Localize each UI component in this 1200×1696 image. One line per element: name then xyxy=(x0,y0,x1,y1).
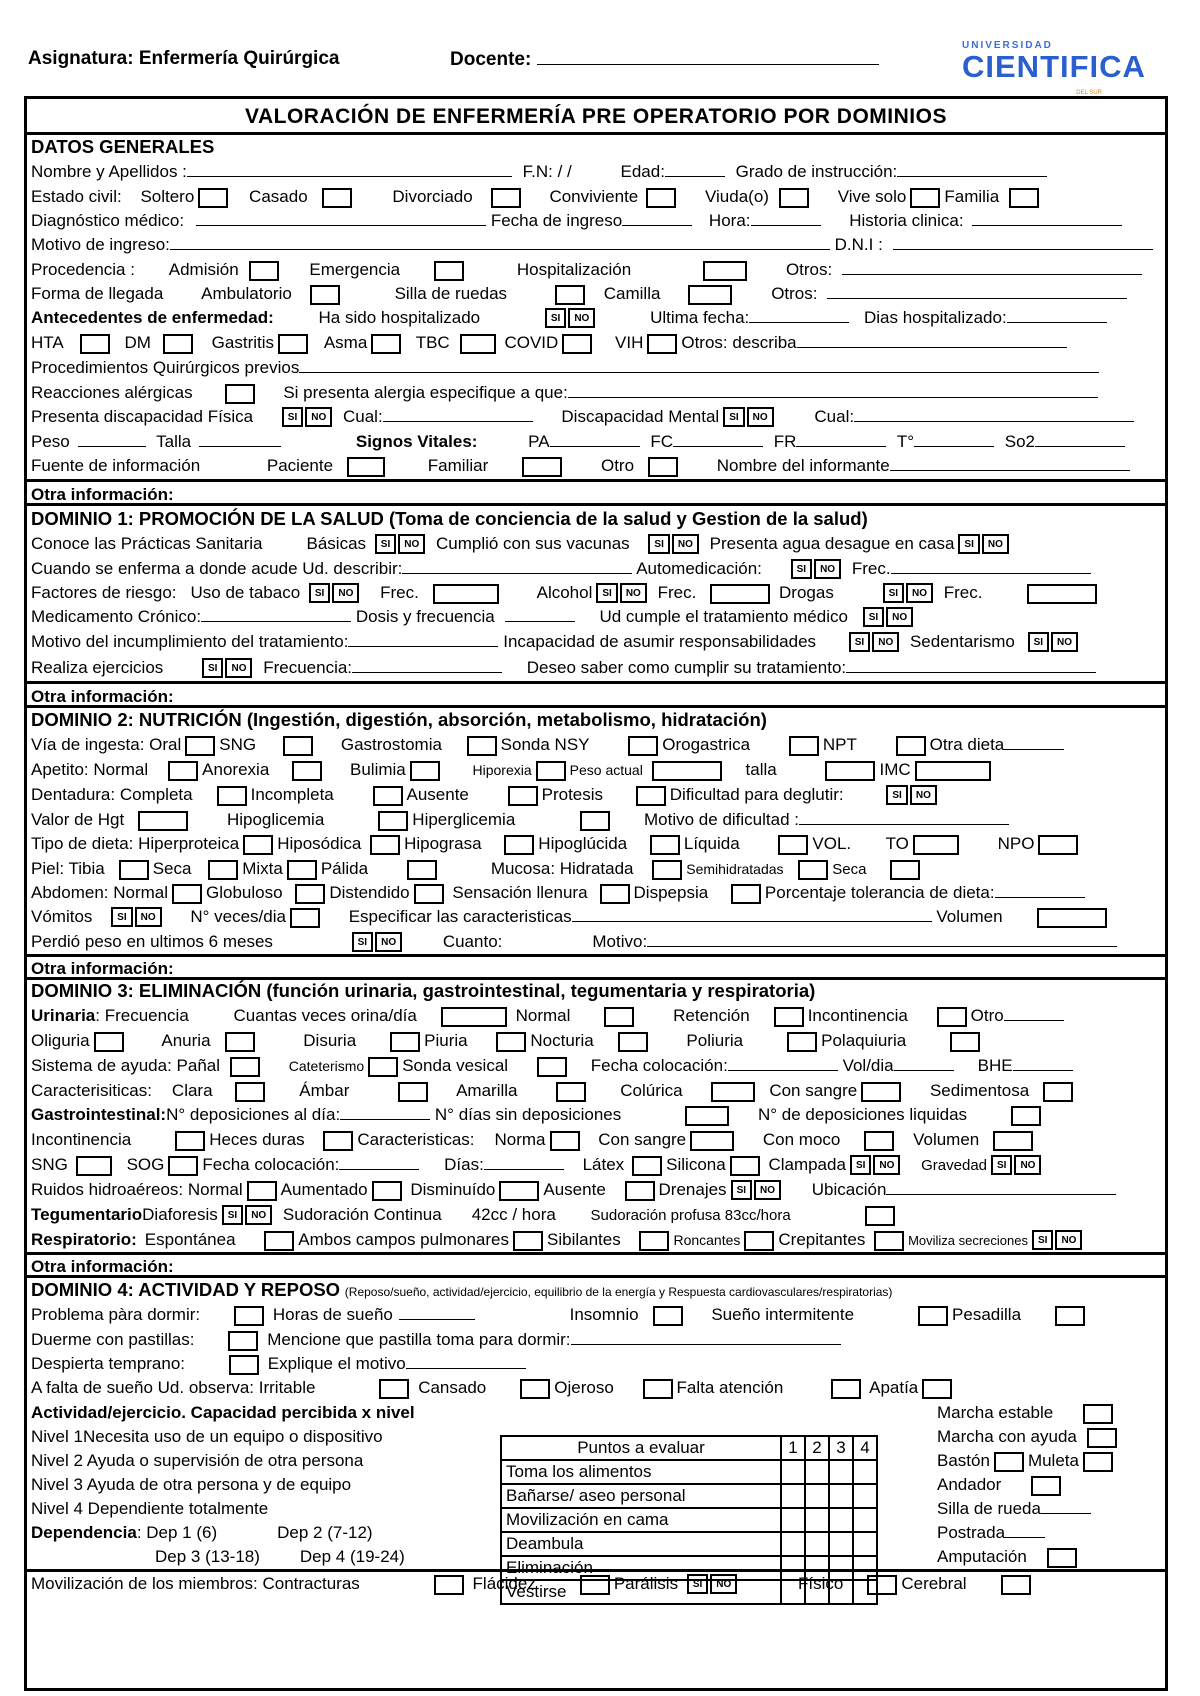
d3-row5: Gastrointestinal:N° deposiciones al día: N° días sin deposiciones N° de deposiciones liquidas xyxy=(27,1103,1167,1127)
row-diagnostico: Diagnóstico médico: Fecha de ingreso Hora: Historia clinica: xyxy=(27,209,1167,233)
d1-row3: Factores de riesgo: Uso de tabaco SI NO Frec. Alcohol SI NO Frec. Drogas SI NO Frec. xyxy=(27,581,1167,605)
subject-label: Asignatura: Enfermería Quirúrgica xyxy=(28,48,340,69)
d3-row8: Ruidos hidroaéreos: Normal Aumentado Disminuído Ausente Drenajes SI NO Ubicación xyxy=(27,1178,1167,1202)
d1-row2: Cuando se enferma a donde acude Ud. describir: Automedicación: SI NO Frec. xyxy=(27,557,1167,581)
row-estado-civil: Estado civil: Soltero Casado Divorciado Conviviente Viuda(o) Vive solo Familia xyxy=(27,185,1167,209)
table-row: Movilización en cama xyxy=(501,1508,877,1532)
table-row: Bañarse/ aseo personal xyxy=(501,1484,877,1508)
form-frame xyxy=(24,96,1168,1691)
d3-heading: DOMINIO 3: ELIMINACIÓN (función urinaria, gastrointestinal, tegumentaria y respiratoria) xyxy=(31,980,816,1001)
row-fuente: Fuente de información Paciente Familiar Otro Nombre del informante xyxy=(27,454,1167,478)
d3-row1: Urinaria: Frecuencia Cuantas veces orina/día Normal Retención Incontinencia Otro xyxy=(27,1004,1167,1028)
hospitalizado-si-no[interactable]: SI NO xyxy=(545,307,597,330)
teacher-field[interactable] xyxy=(537,48,879,65)
d1-otra-info: Otra información: xyxy=(31,687,174,706)
d4-row1: Problema pàra dormir: Horas de sueño Insomnio Sueño intermitente Pesadilla xyxy=(27,1303,1167,1327)
datos-heading: DATOS GENERALES xyxy=(31,136,215,157)
d4-last-row: Movilización de los miembros: Contracturas Flácidez Parálisis SI NO Físico Cerebral xyxy=(27,1572,1167,1596)
d3-row6: Incontinencia Heces duras Caracteristicas: Norma Con sangre Con moco Volumen xyxy=(27,1128,1167,1152)
table-row: Eliminación xyxy=(501,1556,877,1580)
table-row: Vestirse xyxy=(501,1580,877,1604)
d2-otra-info: Otra información: xyxy=(31,959,174,978)
row-enfermedades: HTA DM Gastritis Asma TBC COVID VIH Otros: describa xyxy=(27,331,1167,355)
row-motivo: Motivo de ingreso: D.N.I : xyxy=(27,233,1167,257)
d1-row5: Motivo del incumplimiento del tratamiento: Incapacidad de asumir responsabilidades SI NO Sedentarismo SI NO xyxy=(27,630,1167,654)
d4-row2: Duerme con pastillas: Mencione que pastilla toma para dormir: xyxy=(27,1328,1167,1352)
d4-row3: Despierta temprano: Explique el motivo xyxy=(27,1352,1167,1376)
row-procedimientos: Procedimientos Quirúrgicos previos xyxy=(27,356,1167,380)
d2-row3: Dentadura: Completa Incompleta Ausente Protesis Dificultad para deglutir: SI NO xyxy=(27,783,1167,807)
d1-row1: Conoce las Prácticas Sanitaria Básicas SI NO Cumplió con sus vacunas SI NO Presenta agua desague en casa SI NO xyxy=(27,532,1167,556)
d2-row4: Valor de Hgt Hipoglicemia Hiperglicemia Motivo de dificultad : xyxy=(27,808,1167,832)
d2-row9: Perdió peso en ultimos 6 meses SI NO Cuanto: Motivo: xyxy=(27,930,1167,954)
table-row: Deambula xyxy=(501,1532,877,1556)
d3-row9: TegumentarioDiaforesis SI NO Sudoración Continua 42cc / hora Sudoración profusa 83cc/hora xyxy=(27,1203,1167,1227)
soltero-checkbox[interactable] xyxy=(198,188,228,208)
d2-row5: Tipo de dieta: Hiperproteica Hiposódica Hipograsa Hipoglúcida Líquida VOL. TO NPO xyxy=(27,832,1167,856)
row-signos: Peso Talla Signos Vitales: PA FC FR T° So2 xyxy=(27,430,1167,454)
row-antecedentes: Antecedentes de enfermedad: Ha sido hospitalizado SI NO Ultima fecha: Dias hospitalizado: xyxy=(27,306,1167,330)
d1-row6: Realiza ejercicios SI NO Frecuencia: Deseo saber como cumplir su tratamiento: xyxy=(27,656,1167,680)
d3-otra-info: Otra información: xyxy=(31,1257,174,1276)
university-logo: UNIVERSIDAD CIENTIFICA DEL SUR xyxy=(962,40,1146,96)
row-nombre: Nombre y Apellidos : F.N: / / Edad: Grado de instrucción: xyxy=(27,160,1167,184)
d1-heading: DOMINIO 1: PROMOCIÓN DE LA SALUD (Toma de conciencia de la salud y Gestion de la salud) xyxy=(31,508,868,529)
d2-row8: Vómitos SI NO N° veces/dia Especificar las caracteristicas Volumen xyxy=(27,905,1167,929)
d3-row7: SNG SOG Fecha colocación: Días: Látex Silicona Clampada SI NO Gravedad SI NO xyxy=(27,1153,1167,1177)
d3-row10: Respiratorio: Espontánea Ambos campos pulmonares Sibilantes Roncantes Crepitantes Moviliza secreciones SI NO xyxy=(27,1228,1167,1252)
row-procedencia: Procedencia : Admisión Emergencia Hospitalización Otros: xyxy=(27,258,1167,282)
d2-row7: Abdomen: Normal Globuloso Distendido Sensación llenura Dispepsia Porcentaje tolerancia de dieta: xyxy=(27,881,1167,905)
row-llegada: Forma de llegada Ambulatorio Silla de ruedas Camilla Otros: xyxy=(27,282,1167,306)
d2-row2: Apetito: Normal Anorexia Bulimia Hiporexia Peso actual talla IMC xyxy=(27,758,1167,782)
d2-heading: DOMINIO 2: NUTRICIÓN (Ingestión, digestión, absorción, metabolismo, hidratación) xyxy=(31,709,767,730)
d4-row4: A falta de sueño Ud. observa: Irritable Cansado Ojeroso Falta atención Apatía xyxy=(27,1376,1167,1400)
teacher-label: Docente: xyxy=(450,48,879,71)
d3-row3: Sistema de ayuda: Pañal Cateterismo Sonda vesical Fecha colocación: Vol/dia BHE xyxy=(27,1054,1167,1078)
table-row: Toma los alimentos xyxy=(501,1460,877,1484)
d3-row4: Caracterisiticas: Clara Ámbar Amarilla Colúrica Con sangre Sedimentosa xyxy=(27,1079,1167,1103)
row-reacciones: Reacciones alérgicas Si presenta alergia especifique a que: xyxy=(27,381,1167,405)
d2-row1: Vía de ingesta: Oral SNG Gastrostomia Sonda NSY Orogastrica NPT Otra dieta xyxy=(27,733,1167,757)
movilidad-right: Marcha estable Marcha con ayuda Bastón Muleta Andador Silla de rueda Postrada Amputación xyxy=(937,1401,1121,1569)
row-discapacidad: Presenta discapacidad Física SI NO Cual: Discapacidad Mental SI NO Cual: xyxy=(27,405,1167,429)
form-title: VALORACIÓN DE ENFERMERÍA PRE OPERATORIO POR DOMINIOS xyxy=(245,105,947,128)
d1-row4: Medicamento Crónico: Dosis y frecuencia Ud cumple el tratamiento médico SI NO xyxy=(27,605,1167,629)
evaluation-table: Puntos a evaluar 1 2 3 4 Toma los alimentos Bañarse/ aseo personal Movilización en cama Deambula Eliminación Vestirse xyxy=(500,1435,878,1605)
datos-otra-info: Otra información: xyxy=(31,485,174,504)
d2-row6: Piel: Tibia Seca Mixta Pálida Mucosa: Hidratada Semihidratadas Seca xyxy=(27,857,1167,881)
actividad-left: Actividad/ejercicio. Capacidad percibida x nivel Nivel 1Necesita uso de un equipo o dispositivo Nivel 2 Ayuda o supervisión de otra persona Nivel 3 Ayuda de otra persona y de equipo Nivel 4 Dependiente totalmente Dependencia: Dep 1 (6) Dep 2 (7-12) Dep 3 (13-18) Dep 4 (19-24) xyxy=(31,1403,415,1566)
d4-heading: DOMINIO 4: ACTIVIDAD Y REPOSO (Reposo/sueño, actividad/ejercicio, equilibrio de la energía y Respuesta cardiovasculares/respiratorias) xyxy=(31,1279,893,1300)
d3-row2: Oliguria Anuria Disuria Piuria Nocturia Poliuria Polaquiuria xyxy=(27,1029,1167,1053)
